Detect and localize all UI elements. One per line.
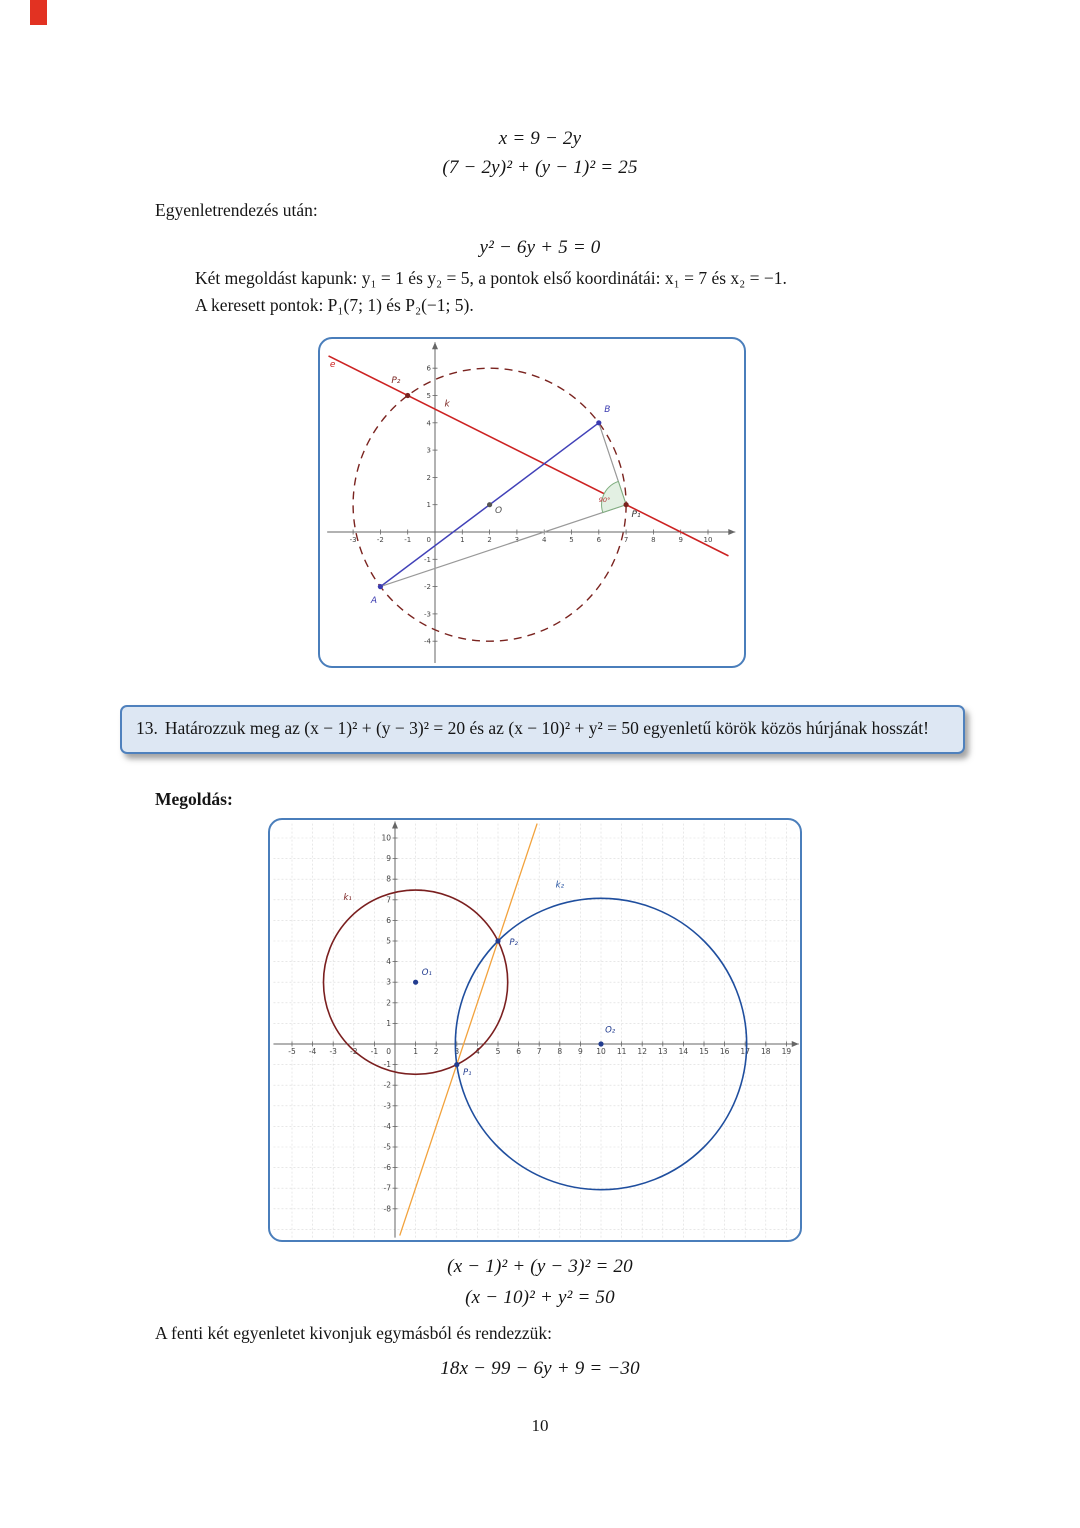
svg-text:5: 5 <box>495 1047 501 1056</box>
svg-text:6: 6 <box>516 1047 521 1056</box>
svg-text:12: 12 <box>637 1047 647 1056</box>
red-corner-mark <box>30 0 47 25</box>
svg-text:10: 10 <box>596 1047 606 1056</box>
svg-text:3: 3 <box>386 977 391 987</box>
problem-number: 13. <box>136 718 158 738</box>
svg-text:-1: -1 <box>404 536 412 544</box>
svg-text:5: 5 <box>386 936 391 946</box>
svg-text:k: k <box>444 399 450 410</box>
svg-text:-2: -2 <box>383 1080 391 1090</box>
thales-graph-canvas <box>320 339 744 668</box>
problem-text: Határozzuk meg az (x − 1)² + (y − 3)² = 20 és az (x − 10)² + y² = 50 egyenletű körök közös húrjának hosszát! <box>164 718 929 738</box>
svg-text:-1: -1 <box>370 1047 379 1056</box>
svg-text:2: 2 <box>426 473 431 482</box>
svg-text:4: 4 <box>475 1047 480 1056</box>
svg-text:10: 10 <box>381 833 391 843</box>
points-line: A keresett pontok: P₁(7; 1) és P₂(−1; 5). <box>195 295 474 315</box>
solution-label: Megoldás: <box>155 789 233 809</box>
equation-substituted-circle: (7 − 2y)² + (y − 1)² = 25 <box>442 157 638 178</box>
svg-text:4: 4 <box>541 536 547 544</box>
svg-text:0: 0 <box>426 536 431 544</box>
svg-text:-4: -4 <box>308 1047 317 1056</box>
svg-text:90°: 90° <box>598 495 611 504</box>
svg-text:9: 9 <box>386 854 391 864</box>
svg-text:14: 14 <box>678 1047 689 1056</box>
svg-text:18: 18 <box>761 1047 771 1056</box>
svg-text:0: 0 <box>386 1047 391 1056</box>
roots-line: Két megoldást kapunk: y₁ = 1 és y₂ = 5, a pontok első koordinátái: x₁ = 7 és x₂ = −1. <box>195 268 787 288</box>
svg-text:-5: -5 <box>383 1142 391 1152</box>
two-circles-graph-canvas <box>270 820 800 1242</box>
svg-text:2: 2 <box>433 1047 439 1056</box>
svg-text:k₁: k₁ <box>343 892 352 903</box>
svg-text:6: 6 <box>596 536 602 544</box>
equation-circle2: (x − 10)² + y² = 50 <box>465 1287 615 1308</box>
svg-text:8: 8 <box>651 536 656 544</box>
svg-text:6: 6 <box>426 364 431 373</box>
svg-text:3: 3 <box>426 446 431 455</box>
page-number: 10 <box>531 1416 549 1435</box>
svg-text:k₂: k₂ <box>555 880 565 891</box>
svg-text:10: 10 <box>703 536 713 544</box>
svg-text:11: 11 <box>616 1047 627 1056</box>
svg-text:8: 8 <box>386 874 391 884</box>
svg-text:7: 7 <box>536 1047 542 1056</box>
svg-text:P₂: P₂ <box>391 376 401 387</box>
svg-text:15: 15 <box>699 1047 709 1056</box>
svg-text:3: 3 <box>514 536 520 544</box>
svg-text:A: A <box>370 595 378 606</box>
svg-text:O₂: O₂ <box>605 1025 616 1036</box>
svg-text:-2: -2 <box>376 536 384 544</box>
svg-text:3: 3 <box>454 1047 460 1056</box>
svg-text:-3: -3 <box>424 610 431 619</box>
svg-text:7: 7 <box>623 536 629 544</box>
svg-text:16: 16 <box>719 1047 730 1056</box>
svg-text:1: 1 <box>413 1047 418 1056</box>
svg-text:-5: -5 <box>288 1047 296 1056</box>
svg-text:-3: -3 <box>329 1047 337 1056</box>
svg-text:e: e <box>329 359 336 370</box>
svg-text:13: 13 <box>658 1047 668 1056</box>
svg-text:-1: -1 <box>383 1060 391 1070</box>
svg-text:-7: -7 <box>383 1183 391 1193</box>
svg-text:5: 5 <box>426 392 431 400</box>
svg-text:4: 4 <box>386 957 391 967</box>
svg-text:1: 1 <box>460 536 465 544</box>
svg-text:-1: -1 <box>424 555 431 564</box>
equation-quadratic: y² − 6y + 5 = 0 <box>479 237 601 258</box>
svg-text:P₁: P₁ <box>462 1067 472 1078</box>
svg-text:-2: -2 <box>350 1047 358 1056</box>
subtract-line: A fenti két egyenletet kivonjuk egymásból és rendezzük: <box>155 1323 553 1343</box>
figure-thales-circle <box>318 337 746 668</box>
svg-text:1: 1 <box>426 501 431 510</box>
svg-text:P₁: P₁ <box>631 509 641 520</box>
svg-text:17: 17 <box>740 1047 750 1056</box>
svg-text:6: 6 <box>386 915 391 925</box>
svg-text:P₂: P₂ <box>509 938 518 949</box>
svg-text:-3: -3 <box>383 1101 391 1111</box>
svg-text:8: 8 <box>557 1047 563 1056</box>
svg-text:-6: -6 <box>383 1163 391 1173</box>
equation-x-substitution: x = 9 − 2y <box>498 128 582 149</box>
figure-two-circles <box>268 818 802 1242</box>
svg-text:-4: -4 <box>424 637 431 646</box>
svg-text:O: O <box>495 505 503 516</box>
svg-text:4: 4 <box>426 419 431 428</box>
svg-text:1: 1 <box>386 1018 391 1028</box>
svg-text:2: 2 <box>487 536 492 544</box>
svg-text:9: 9 <box>578 1047 583 1056</box>
svg-text:19: 19 <box>781 1047 792 1056</box>
svg-text:B: B <box>604 404 611 415</box>
svg-text:2: 2 <box>386 998 391 1008</box>
svg-text:5: 5 <box>569 536 574 544</box>
problem-13-box <box>120 705 965 754</box>
svg-text:-3: -3 <box>349 536 357 544</box>
equation-circle1: (x − 1)² + (y − 3)² = 20 <box>447 1256 633 1277</box>
svg-text:O₁: O₁ <box>421 967 432 978</box>
svg-text:9: 9 <box>678 536 683 544</box>
svg-text:-8: -8 <box>383 1204 391 1214</box>
svg-text:7: 7 <box>386 895 391 905</box>
svg-text:-4: -4 <box>383 1121 391 1131</box>
svg-text:-2: -2 <box>424 583 431 592</box>
rearrange-label: Egyenletrendezés után: <box>155 200 318 220</box>
equation-result: 18x − 99 − 6y + 9 = −30 <box>440 1358 640 1379</box>
